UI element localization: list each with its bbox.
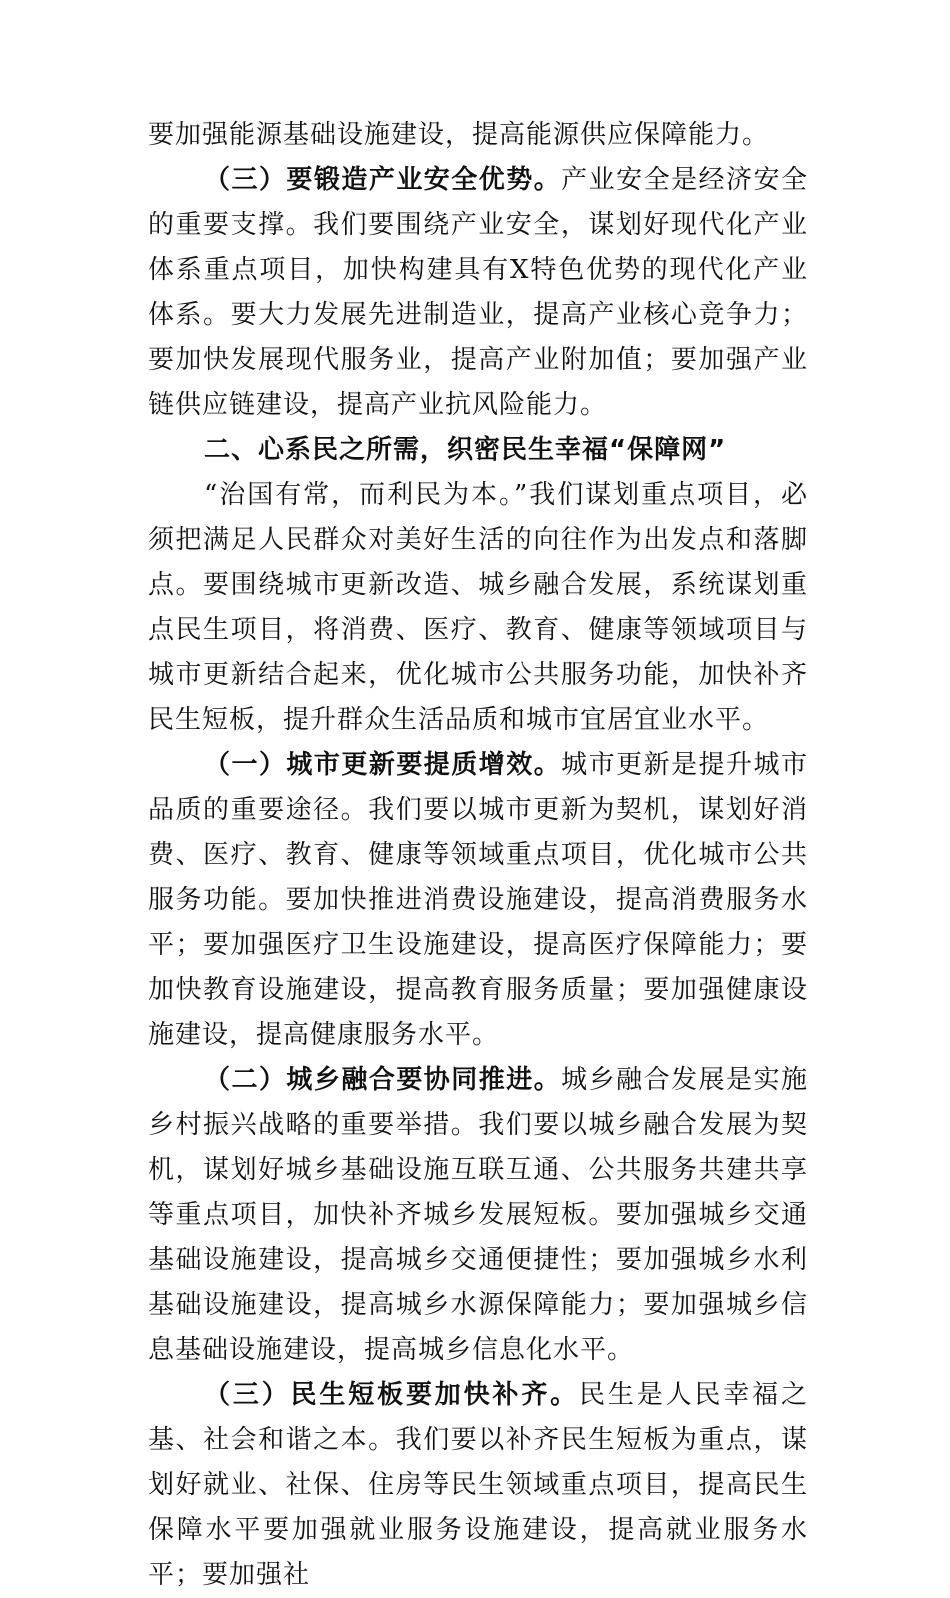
paragraph-livelihood-intro: “治国有常，而利民为本。”我们谋划重点项目，必须把满足人民群众对美好生活的向往作为出发点和落脚点。要围绕城市更新改造、城乡融合发展，系统谋划重点民生项目，将消费、医疗、教育、健康等领域项目与城市更新结合起来，优化城市公共服务功能，加快补齐民生短板，提升群众生活品质和城市宜居宜业水平。 xyxy=(148,480,808,735)
paragraph-body-industry-security: 产业安全是经济安全的重要支撑。我们要围绕产业安全，谋划好现代化产业体系重点项目，加快构建具有X特色优势的现代化产业体系。要大力发展先进制造业，提高产业核心竞争力；要加快发展现代服务业，提高产业附加值；要加强产业链供应链建设，提高产业抗风险能力。 xyxy=(148,165,808,420)
paragraph-lead-livelihood-shortfalls: （三）民生短板要加快补齐。 xyxy=(204,1380,580,1410)
paragraph-livelihood-shortfalls xyxy=(148,1373,808,1598)
paragraph-energy-closing: 要加强能源基础设施建设，提高能源供应保障能力。 xyxy=(148,120,770,150)
section-heading-livelihood: 二、心系民之所需，织密民生幸福“保障网” xyxy=(204,435,727,465)
paragraph-urban-renewal xyxy=(148,743,808,1058)
document-body xyxy=(148,113,808,1598)
paragraph-body-urban-renewal: 城市更新是提升城市品质的重要途径。我们要以城市更新为契机，谋划好消费、医疗、教育、健康等领域重点项目，优化城市公共服务功能。要加快推进消费设施建设，提高消费服务水平；要加强医疗卫生设施建设，提高医疗保障能力；要加快教育设施建设，提高教育服务质量；要加强健康设施建设，提高健康服务水平。 xyxy=(148,750,808,1050)
paragraph-urban-rural-integration xyxy=(148,1058,808,1373)
paragraph-body-urban-rural-integration: 城乡融合发展是实施乡村振兴战略的重要举措。我们要以城乡融合发展为契机，谋划好城乡基础设施互联互通、公共服务共建共享等重点项目，加快补齐城乡发展短板。要加强城乡交通基础设施建设，提高城乡交通便捷性；要加强城乡水利基础设施建设，提高城乡水源保障能力；要加强城乡信息基础设施建设，提高城乡信息化水平。 xyxy=(148,1065,808,1365)
paragraph-lead-urban-rural-integration: （二）城乡融合要协同推进。 xyxy=(204,1065,562,1095)
paragraph-industry-security xyxy=(148,158,808,428)
paragraph-lead-urban-renewal: （一）城市更新要提质增效。 xyxy=(204,750,562,780)
paragraph-lead-industry-security: （三）要锻造产业安全优势。 xyxy=(204,165,562,195)
paragraph-body-livelihood-shortfalls: 民生是人民幸福之基、社会和谐之本。我们要以补齐民生短板为重点，谋划好就业、社保、住房等民生领域重点项目，提高民生保障水平要加强就业服务设施建设，提高就业服务水平；要加强社 xyxy=(148,1380,808,1590)
